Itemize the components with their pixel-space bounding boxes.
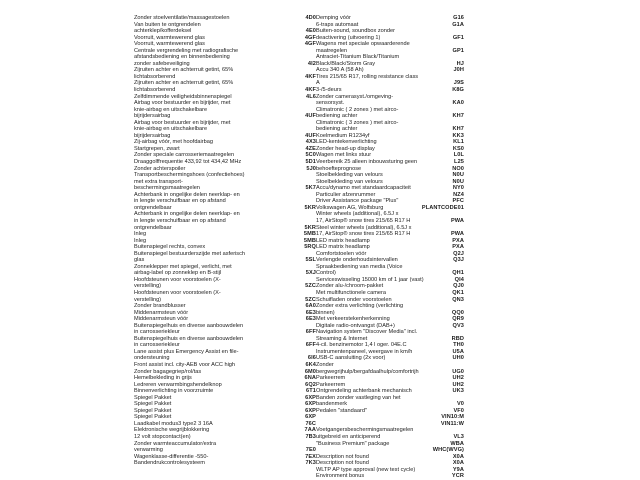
option-description: Spiegel Pakket	[134, 407, 172, 414]
option-code: UH2	[452, 375, 464, 382]
option-code: PXA	[452, 244, 464, 251]
option-code: KH7	[452, 113, 464, 120]
option-row	[134, 48, 316, 68]
option-description: Zijruiten achter en achterruit getint, 65% lichtabsorberend	[134, 67, 234, 80]
option-description: Buitenspiegelhuis en diverse aanbouwdelen in carrosseriekleur	[134, 335, 244, 349]
option-code: 4I2	[307, 60, 316, 67]
option-description: Particulier afzenrummer	[316, 191, 376, 198]
option-row	[316, 94, 464, 107]
option-description: LED matrix headlamp	[316, 237, 370, 244]
option-description: Achterbank in ongelijke delen neerklap- en in lengte verschuifbaar en op afstand ontgrendelbaar	[134, 211, 240, 231]
option-code: NZ4	[453, 191, 464, 198]
option-code: 6E3	[305, 316, 316, 323]
option-code: 5KR	[304, 204, 316, 211]
option-description: Zonder bagagegriep/rol/tas	[134, 368, 202, 375]
option-code: L25	[454, 159, 464, 166]
option-code: 6Q2	[305, 381, 316, 388]
option-description: Zelfdimmende veiligheidsbinnenspiegel	[134, 93, 232, 100]
option-code: UG0	[452, 368, 464, 375]
option-description: Hoofdsteunen voor voorstoelen (X- verstelling)	[134, 289, 221, 303]
option-description: Buiten-sound, soundbox zonder deactivering (uitvoering 1)	[316, 28, 395, 41]
option-code: X0A	[452, 453, 464, 460]
option-description: Instrumentenpaneel, weergave in km/h	[316, 348, 413, 355]
option-description: Zonder stoelventilatie/massagestoelen	[134, 15, 230, 21]
option-description: Airbag voor bestuurder en bijrijder, met knie-airbag en uitschakelbare bijrijdersairbag	[134, 119, 231, 139]
option-code: 5MB	[303, 231, 316, 238]
option-description: Zonder extra verlichting (verlichting binnen)	[316, 303, 404, 316]
option-code: 5D1	[305, 159, 316, 166]
option-code: 4D0	[305, 15, 316, 21]
option-code: G16	[453, 15, 464, 21]
option-code: KK3	[452, 132, 464, 139]
option-description: Zijruiten achter en achterruit getint, 65% lichtabsorberend	[134, 80, 234, 94]
option-code: QQ0	[451, 309, 464, 316]
option-row	[316, 107, 464, 120]
option-code: K8G	[452, 87, 464, 94]
option-code: 4KF	[305, 87, 316, 94]
option-description: 12 volt stopcontact(en)	[134, 434, 191, 440]
option-row	[134, 460, 316, 467]
option-row	[316, 395, 464, 408]
option-code: 4GF	[304, 34, 316, 41]
option-code: V0	[456, 401, 464, 408]
option-description: Pedalen "standaard"	[316, 407, 367, 414]
option-code: 6M0	[304, 368, 316, 375]
option-code: KH7	[452, 126, 464, 133]
option-row	[134, 441, 316, 454]
option-code: 5ZC	[305, 283, 316, 290]
option-description: Navigation system "Discover Media" incl. Streaming & Internet	[316, 329, 418, 342]
option-code: QI4	[454, 276, 464, 283]
option-description: Spiegel Pakket	[134, 414, 172, 421]
option-description: Schuifladen onder voorstoelen	[316, 296, 392, 303]
option-code: 4L6	[306, 93, 316, 100]
option-description: Accu 340 A (58 Ah)	[316, 67, 364, 74]
option-code: 6XP	[305, 414, 316, 421]
option-description: Bandendrukcontrolesysteem	[134, 460, 205, 467]
option-code: L0L	[453, 152, 464, 159]
option-description: Achterbank in ongelijke delen neerklap- en in lengte verschuifbaar en op afstand ontgrendelbaar	[134, 191, 240, 211]
option-description: Veerbereik 25 alleen inbouwsturing geen	[316, 159, 418, 166]
option-code: 5MB	[303, 237, 316, 244]
option-description: Zonder alu-/chroom-pakket	[316, 283, 384, 290]
option-code: 6T1	[306, 388, 316, 395]
option-code: QN3	[452, 296, 464, 303]
option-code: 4X3	[305, 139, 316, 146]
option-row	[316, 362, 464, 375]
option-description: Parkeerrem	[316, 375, 346, 382]
option-description: Hoofdsteunen voor voorstoelen (X- verstelling)	[134, 276, 221, 290]
option-description: Zonder head-up display	[316, 145, 375, 152]
option-description: Inleg	[134, 237, 147, 244]
option-row	[134, 349, 316, 362]
option-description: Transportbeschermingshoes (confectiehoes) met extra transport- beschermingsmaatregelen	[134, 172, 245, 192]
option-description: Serviceswisseling 15000 km of 1 jaar (vast)	[316, 276, 424, 283]
option-description: Voorruit, warmtewerend glas	[134, 41, 205, 48]
option-code: Q3J	[453, 257, 464, 264]
option-code: 7K3	[305, 460, 316, 467]
option-code: 5KR	[304, 224, 316, 231]
option-description: Digitale radio-ontvangst (DAB+)	[316, 322, 395, 329]
option-description: Climatronic ( 3 zones ) met airco- bediening achter	[316, 119, 399, 133]
option-row	[316, 329, 464, 342]
option-row	[134, 192, 316, 212]
option-code: VL3	[453, 434, 464, 440]
option-description: Comfortstoelen vóór	[316, 250, 367, 257]
option-code: 4UF	[305, 113, 316, 120]
option-code: PFC	[452, 198, 464, 205]
option-row	[316, 74, 464, 87]
option-code: 76C	[305, 420, 316, 427]
option-description: Buitenspiegelhuis en diverse aanbouwdelen in carrosseriekleur	[134, 322, 244, 336]
option-code: QR9	[452, 316, 464, 323]
option-description: Spiegel Pakket	[134, 401, 172, 408]
option-description: Stoelbekleding van velours	[316, 172, 383, 179]
option-code: RBD	[451, 335, 464, 342]
option-code: PXA	[452, 237, 464, 244]
option-description: Van buiten te ontgrendelen achterklep/kofferdeksel	[134, 21, 201, 35]
left-column	[134, 15, 316, 467]
option-code: QH1	[452, 270, 464, 277]
option-code: NO0	[452, 165, 464, 172]
option-row	[134, 67, 316, 80]
option-code: 6NA	[304, 375, 316, 382]
option-description: Voorruit, warmtewerend glas	[134, 34, 205, 41]
option-description: Wagens met speciale opwaarderende maatregelen	[316, 41, 410, 54]
option-description: Zonder bergwegrijhulp/bergafdaalhulp/comfortrijh	[316, 361, 419, 375]
option-code: 5SL	[305, 257, 316, 264]
option-code: 4ZE	[305, 145, 316, 152]
option-description: Parkeerrem	[316, 381, 346, 388]
option-description: Startgrepen, zwart	[134, 145, 180, 152]
option-row	[134, 336, 316, 349]
option-row	[316, 41, 464, 54]
option-code: 5K7	[305, 185, 316, 192]
option-code: PWA	[450, 231, 464, 238]
option-row	[134, 264, 316, 277]
option-description: Met multifunctionele camera	[316, 289, 386, 296]
option-code: 7AA	[304, 427, 316, 434]
option-row	[134, 172, 316, 192]
option-code: 6XP	[305, 394, 316, 401]
option-description: Zonder camerasyst./omgeving- sensorsyst.	[316, 93, 394, 107]
option-description: Buitenspiegel rechts, convex	[134, 244, 206, 251]
option-description: Winter wheels (additional), 6.5J x 17, AirStop® snow tires 215/65 R17 H	[316, 211, 411, 224]
option-description: Stoelbekleding van velours	[316, 178, 383, 185]
option-description: Centrale vergrendeling met radiografische afstandsbediening en binnenbediening zonder safebeveiliging	[134, 47, 239, 67]
option-code: 5RQ	[304, 244, 316, 251]
option-code: J0H	[453, 67, 464, 74]
option-row	[134, 211, 316, 231]
option-description: Description not found	[316, 453, 369, 460]
option-code: G1A	[452, 21, 464, 28]
option-description: Airbag voor bestuurder en bijrijder, met knie-airbag en uitschakelbare bijrijdersairbag	[134, 100, 231, 120]
option-code: 6FF	[305, 329, 316, 336]
option-code: 4GF	[304, 41, 316, 48]
option-description: Koelmedium R1234yf	[316, 132, 370, 139]
option-code: 6A0	[305, 303, 316, 310]
right-column	[316, 15, 464, 480]
option-description: Verlengde onderhoudsintervallen	[316, 257, 398, 264]
option-code: 5ZC	[305, 296, 316, 303]
option-description: Zonneklepper met spiegel, verlicht, met airbag-label op zonneklep en B-stijl	[134, 263, 232, 277]
option-description: LED-kentekenverlichting	[316, 139, 377, 146]
option-description: Hemelbekleding in grijs	[134, 375, 192, 382]
option-code: 5XJ	[305, 270, 316, 277]
option-description: Lane assist plus Emergency Assist en file- ondersteuning	[134, 348, 239, 362]
option-code: 6K4	[305, 361, 316, 368]
option-description: Demping vóór	[316, 15, 351, 21]
option-code: 6I6	[307, 355, 316, 362]
option-description: Zonder achterspoiler	[134, 165, 186, 172]
option-code: 6E3	[305, 309, 316, 316]
option-row	[134, 277, 316, 290]
option-description: Steel winter wheels (additional), 6.5J x 17, AirStop® snow tires 215/65 R17 H	[316, 224, 412, 238]
option-code: N0U	[452, 178, 464, 185]
option-description: LED matrix headlamp	[316, 244, 370, 251]
option-code: 6FF	[305, 342, 316, 349]
option-description: 4-cil. benzinemotor 1,4 l oger. 04E.C	[316, 342, 407, 349]
option-code: J9S	[453, 80, 464, 87]
option-description: Spraakbediening van media (Voice Control)	[316, 263, 403, 277]
option-row	[134, 290, 316, 303]
option-row	[316, 427, 464, 440]
option-description: "Business Premium" package	[316, 440, 390, 447]
option-code: QJ0	[453, 283, 464, 290]
option-code: 4KF	[305, 73, 316, 80]
option-description: Zonder warmteaccumulator/extra verwarming	[134, 440, 217, 454]
option-row	[316, 28, 464, 41]
option-description: Ledreren verwarmbingshendelknop	[134, 381, 222, 388]
option-description: Zij-airbag vóór, met hoofdairbag	[134, 139, 213, 146]
option-code: YCR	[451, 473, 464, 480]
option-code: GP1	[452, 47, 464, 54]
option-description: Voetgangersbeschermingsmaatregelen uitgebreid en anticiperend	[316, 427, 414, 440]
option-code: PLANTCODE01	[421, 204, 464, 211]
option-code: WHC(WVG)	[432, 447, 464, 454]
option-code: 7B3	[305, 434, 316, 440]
option-code: 5C0	[305, 152, 316, 159]
option-code: Y9A	[452, 466, 464, 473]
option-code: 4E0	[305, 28, 316, 35]
option-description: Wagenklasse-differentie -550-	[134, 453, 209, 460]
option-description: WLTP AP type approval (new test cycle)	[316, 466, 416, 473]
option-code: UK3	[452, 388, 464, 395]
option-code: GF1	[452, 34, 464, 41]
option-code: NY0	[452, 185, 464, 192]
option-code: KS0	[452, 145, 464, 152]
option-description: behoefteprognose	[316, 165, 362, 172]
option-code: 6XP	[305, 407, 316, 414]
option-description: Tires 215/65 R17, rolling resistance class A	[316, 73, 419, 87]
option-code: QK1	[452, 289, 464, 296]
option-description: Volkswagen AG, Wolfsburg	[316, 204, 384, 211]
option-row	[134, 80, 316, 93]
option-row	[316, 303, 464, 316]
option-code: UH2	[452, 381, 464, 388]
option-row	[134, 100, 316, 120]
option-description: Middenarmsteun vóór	[134, 316, 189, 323]
option-code: KA0	[452, 100, 464, 107]
option-row	[316, 54, 464, 67]
option-code: 6XP	[305, 401, 316, 408]
option-description: Zonder brandblusser	[134, 303, 186, 310]
option-code: VIN10:M	[441, 414, 464, 421]
option-row	[316, 211, 464, 224]
option-description: Spiegel Pakket	[134, 394, 172, 401]
option-row	[316, 473, 464, 480]
option-code: TH0	[453, 342, 464, 349]
option-description: Wagen met links stuur	[316, 152, 372, 159]
option-row	[316, 264, 464, 277]
option-description: USB-C aansluiting (2x voor)	[316, 355, 386, 362]
option-description: Met verkeerstekenherkenning	[316, 316, 390, 323]
option-row	[134, 251, 316, 264]
option-description: Front assist incl. city-AEB voor ACC high	[134, 361, 236, 368]
option-code: WBA	[450, 440, 464, 447]
option-description: 3-/5-deurs	[316, 87, 342, 94]
option-description: Description not found	[316, 460, 369, 467]
option-row	[316, 225, 464, 238]
option-code: 5J0	[306, 165, 316, 172]
option-code: PWA	[450, 217, 464, 224]
option-description: Buitenspiegel bestuurderszijde met asferisch glas	[134, 250, 246, 264]
option-code: QV3	[452, 322, 464, 329]
option-code: U5A	[452, 348, 464, 355]
option-code: 7E0	[305, 447, 316, 454]
option-code: Q2J	[453, 250, 464, 257]
option-description: Climatronic ( 2 zones ) met airco- bediening achter	[316, 106, 399, 120]
option-code: VF0	[453, 407, 464, 414]
option-description: Antraciet-Titanium Black/Titanium Black/Black/Storm Gray	[316, 54, 400, 67]
option-description: Elektronische wegrijblokkering	[134, 427, 210, 434]
option-code: HJ	[456, 60, 464, 67]
option-description: Ontgrendeling achterbank mechanisch	[316, 388, 412, 395]
option-code: VIN11:W	[440, 420, 464, 427]
option-description: Middenarmsteun vóór	[134, 309, 189, 316]
option-row	[134, 323, 316, 336]
option-description: Driver Assistance package "Plus"	[316, 198, 399, 205]
option-description: 6-traps automaat	[316, 21, 359, 28]
option-code: 7EX	[305, 453, 316, 460]
option-row	[134, 120, 316, 140]
option-row	[316, 120, 464, 133]
option-description: Draaggolffrequentie 433,92 tot 434,42 MHz	[134, 159, 242, 166]
option-code: KL1	[453, 139, 464, 146]
option-description: Environment bonus	[316, 473, 365, 480]
option-description: Binnenverlichting in voorzruimte	[134, 388, 214, 395]
option-description: Inleg	[134, 231, 147, 238]
option-code: UH0	[452, 355, 464, 362]
option-description: Zonder speciale carrosseriemaatregelen	[134, 152, 235, 159]
option-code: 4UF	[305, 132, 316, 139]
option-description: Accu/dynamo met standaardcapaciteit	[316, 185, 411, 192]
option-code: N0U	[452, 172, 464, 179]
option-row	[134, 22, 316, 35]
option-description: Banden zonder vastleging van het bandenmerk	[316, 394, 401, 408]
option-code: X0A	[452, 460, 464, 467]
option-description: Laadkabel modus3 type2 3 16A	[134, 420, 213, 427]
